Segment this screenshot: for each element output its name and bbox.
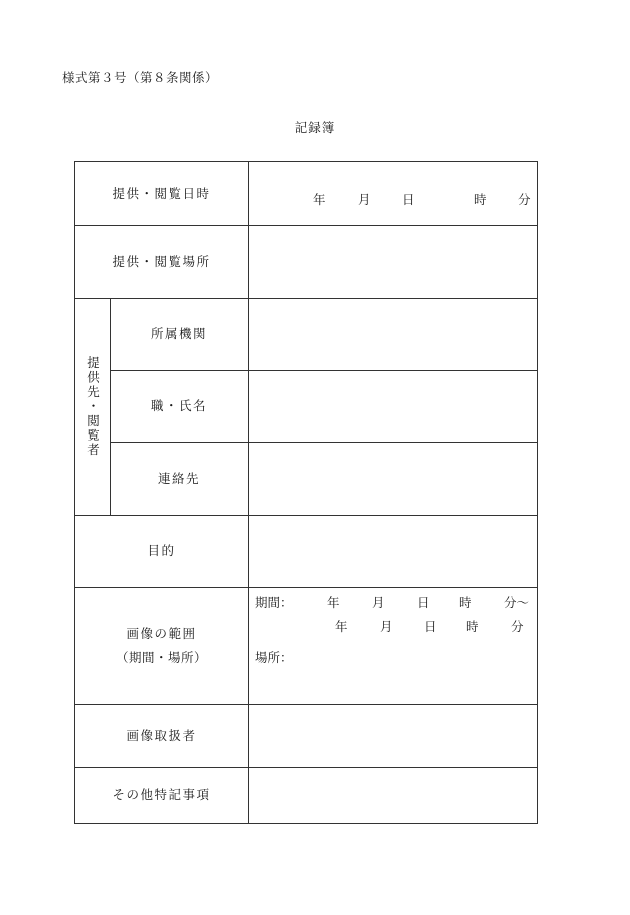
image-range-label-line2: （期間・場所） xyxy=(115,649,207,665)
datetime-hour-unit: 時 xyxy=(474,192,487,207)
period-from-month-unit: 月 xyxy=(372,595,385,610)
period-to-day-unit: 日 xyxy=(424,619,437,634)
datetime-day-unit: 日 xyxy=(402,192,415,207)
period-to-hour-unit: 時 xyxy=(466,619,479,634)
period-to-year-unit: 年 xyxy=(335,619,348,634)
position-name-label: 職・氏名 xyxy=(150,398,207,414)
image-range-label-line1: 画像の範囲 xyxy=(126,626,197,642)
period-from-year-unit: 年 xyxy=(327,595,340,610)
image-handler-label: 画像取扱者 xyxy=(126,727,197,743)
recipient-group-label-cell xyxy=(75,298,110,515)
datetime-month-unit: 月 xyxy=(358,192,371,207)
datetime-minute-unit: 分 xyxy=(518,192,531,207)
period-from-hour-unit: 時 xyxy=(459,595,472,610)
label-column-divider xyxy=(248,162,249,823)
affiliation-label: 所属機関 xyxy=(150,326,207,342)
location-label: 提供・閲覧場所 xyxy=(112,253,211,269)
image-range-label xyxy=(75,587,248,704)
recipient-group-label: 提供先・閲覧者 xyxy=(85,355,101,458)
place-label: 場所： xyxy=(255,650,293,665)
period-from-minute-unit: 分～ xyxy=(504,595,530,610)
period-to-month-unit: 月 xyxy=(380,619,393,634)
period-to-minute-unit: 分 xyxy=(511,619,524,634)
other-notes-label: その他特記事項 xyxy=(112,787,211,803)
period-label: 期間： xyxy=(255,595,293,610)
period-from-day-unit: 日 xyxy=(417,595,430,610)
form-number-label: 様式第３号（第８条関係） xyxy=(62,70,219,85)
contact-label: 連絡先 xyxy=(157,470,200,486)
datetime-year-unit: 年 xyxy=(313,192,326,207)
purpose-label: 目的 xyxy=(147,543,176,559)
datetime-label: 提供・閲覧日時 xyxy=(112,185,211,201)
record-form-table xyxy=(74,161,538,824)
document-title: 記録簿 xyxy=(294,120,336,135)
